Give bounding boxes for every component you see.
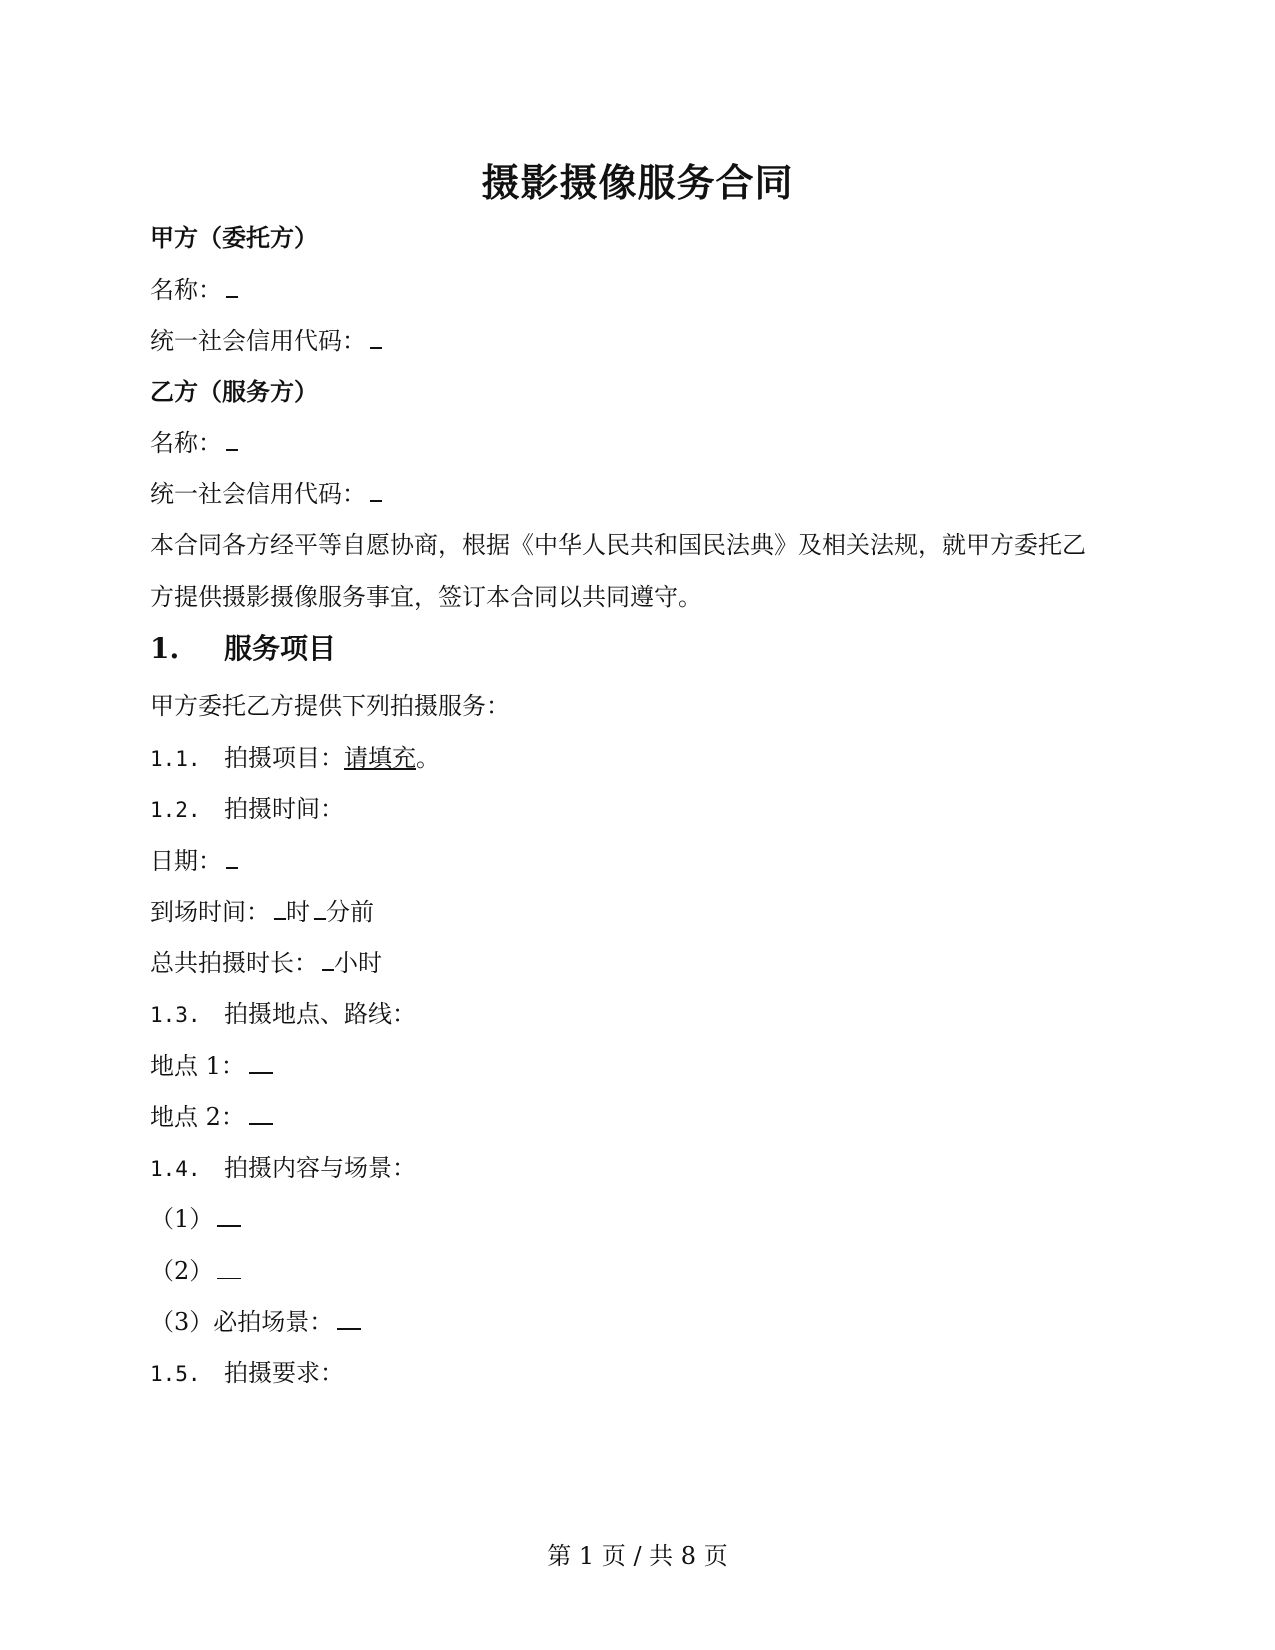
- arrival-hour-blank: [274, 896, 286, 920]
- arrival-line: [150, 896, 374, 928]
- party-b-credit-label: 统一社会信用代码：: [150, 480, 366, 508]
- section-1-title: 服务项目: [224, 632, 337, 665]
- document-title: 摄影摄像服务合同: [481, 160, 794, 205]
- date-blank: [226, 845, 238, 869]
- duration-prefix: 总共拍摄时长：: [150, 949, 318, 977]
- party-a-name-label: 名称：: [150, 276, 222, 304]
- scene-3-blank: [337, 1306, 361, 1330]
- duration-unit: 小时: [334, 949, 382, 977]
- item-1-2: [150, 793, 344, 826]
- item-1-5-number: 1.5.: [150, 1362, 201, 1386]
- date-label: 日期：: [150, 847, 222, 875]
- location-2-line: [150, 1101, 273, 1133]
- party-a-heading: 甲方（委托方）: [150, 223, 318, 252]
- duration-blank: [322, 947, 334, 971]
- location-1-label: 地点 1：: [150, 1052, 245, 1080]
- arrival-minute-blank: [314, 896, 326, 920]
- preamble-line-2: 方提供摄影摄像服务事宜，签订本合同以共同遵守。: [150, 583, 702, 611]
- preamble-line-1: 本合同各方经平等自愿协商，根据《中华人民共和国民法典》及相关法规，就甲方委托乙: [150, 531, 1086, 559]
- section-1-heading: [150, 633, 336, 665]
- party-b-credit: [150, 478, 382, 510]
- item-1-1-number: 1.1.: [150, 747, 201, 771]
- date-line: [150, 845, 238, 877]
- item-1-1: [150, 742, 440, 775]
- party-b-name-blank: [226, 427, 238, 451]
- duration-line: [150, 947, 382, 979]
- item-1-1-value: 请填充: [344, 744, 416, 772]
- party-b-credit-blank: [370, 478, 382, 502]
- item-1-5: [150, 1357, 344, 1390]
- item-1-1-suffix: 。: [416, 744, 440, 772]
- section-1-number: 1.: [150, 632, 180, 665]
- item-1-4: [150, 1152, 416, 1185]
- party-b-name-label: 名称：: [150, 429, 222, 457]
- arrival-minute: 分前: [326, 898, 374, 926]
- item-1-3-number: 1.3.: [150, 1003, 201, 1027]
- item-1-4-label: 拍摄内容与场景：: [224, 1154, 416, 1182]
- item-1-2-number: 1.2.: [150, 798, 201, 822]
- scene-2-line: [150, 1255, 241, 1287]
- scene-1-label: （1）: [150, 1205, 214, 1233]
- party-a-name-blank: [226, 274, 238, 298]
- location-2-label: 地点 2：: [150, 1103, 245, 1131]
- item-1-2-label: 拍摄时间：: [224, 795, 344, 823]
- arrival-prefix: 到场时间：: [150, 898, 270, 926]
- arrival-hour: 时: [286, 898, 310, 926]
- party-a-credit: [150, 325, 382, 357]
- item-1-4-number: 1.4.: [150, 1157, 201, 1181]
- item-1-1-label: 拍摄项目：: [224, 744, 344, 772]
- party-b-heading: 乙方（服务方）: [150, 377, 318, 406]
- location-1-line: [150, 1050, 273, 1082]
- scene-3-label: （3）必拍场景：: [150, 1308, 334, 1336]
- scene-1-blank: [217, 1203, 241, 1227]
- party-a-credit-blank: [370, 325, 382, 349]
- location-2-blank: [249, 1101, 273, 1125]
- section-1-intro: 甲方委托乙方提供下列拍摄服务：: [150, 692, 510, 720]
- party-a-credit-label: 统一社会信用代码：: [150, 327, 366, 355]
- item-1-5-label: 拍摄要求：: [224, 1359, 344, 1387]
- party-b-name: [150, 427, 238, 459]
- item-1-3: [150, 998, 416, 1031]
- location-1-blank: [249, 1050, 273, 1074]
- scene-1-line: [150, 1203, 241, 1235]
- scene-2-blank: [217, 1256, 241, 1279]
- page-footer: 第 1 页 / 共 8 页: [547, 1542, 728, 1570]
- scene-2-label: （2）: [150, 1257, 214, 1285]
- party-a-name: [150, 274, 238, 306]
- scene-3-line: [150, 1306, 361, 1338]
- item-1-3-label: 拍摄地点、路线：: [224, 1000, 416, 1028]
